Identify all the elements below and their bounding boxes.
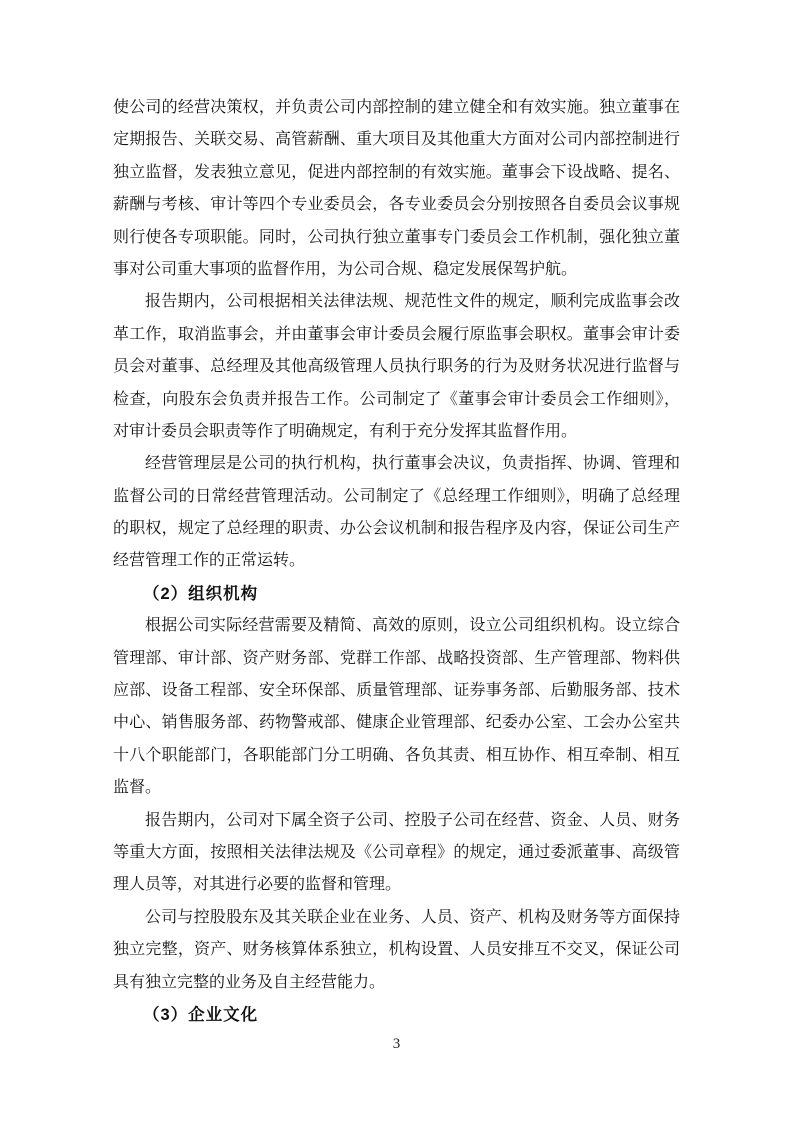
- text-line: 十八个职能部门，各职能部门分工明确、各负其责、相互协作、相互牵制、相互: [113, 746, 680, 764]
- section-heading: （3）企业文化: [143, 1005, 259, 1024]
- text-line: 员会对董事、总经理及其他高级管理人员执行职务的行为及财务状况进行监督与: [113, 358, 680, 376]
- text-line: 则行使各专项职能。同时，公司执行独立董事专门委员会工作机制，强化独立董: [113, 228, 680, 246]
- text-line: 报告期内，公司根据相关法律法规、规范性文件的规定，顺利完成监事会改: [145, 293, 680, 311]
- text-line: 检查，向股东会负责并报告工作。公司制定了《董事会审计委员会工作细则》，: [113, 390, 680, 408]
- text-line: 定期报告、关联交易、高管薪酬、重大项目及其他重大方面对公司内部控制进行: [113, 131, 680, 149]
- text-line: 经营管理工作的正常运转。: [113, 552, 306, 570]
- text-line: 独立监督，发表独立意见，促进内部控制的有效实施。董事会下设战略、提名、: [113, 163, 680, 181]
- page-number: 3: [392, 1036, 401, 1052]
- text-line: 对审计委员会职责等作了明确规定，有利于充分发挥其监督作用。: [113, 422, 578, 440]
- text-line: 等重大方面，按照相关法律法规及《公司章程》的规定，通过委派董事、高级管: [113, 843, 680, 861]
- text-line: 公司与控股股东及其关联企业在业务、人员、资产、机构及财务等方面保持: [145, 908, 680, 926]
- text-line: 根据公司实际经营需要及精简、高效的原则，设立公司组织机构。设立综合: [145, 617, 680, 635]
- text-line: 监督公司的日常经营管理活动。公司制定了《总经理工作细则》，明确了总经理: [113, 487, 680, 505]
- text-line: 使公司的经营决策权，并负责公司内部控制的建立健全和有效实施。独立董事在: [113, 99, 680, 116]
- text-line: 管理部、审计部、资产财务部、党群工作部、战略投资部、生产管理部、物料供: [113, 649, 680, 667]
- text-line: 报告期内，公司对下属全资子公司、控股子公司在经营、资金、人员、财务: [145, 811, 680, 829]
- text-line: 薪酬与考核、审计等四个专业委员会，各专业委员会分别按照各自委员会议事规: [113, 196, 680, 214]
- text-line: 中心、销售服务部、药物警戒部、健康企业管理部、纪委办公室、工会办公室共: [113, 714, 680, 732]
- section-heading: （2）组织机构: [143, 584, 259, 603]
- text-line: 经营管理层是公司的执行机构，执行董事会决议，负责指挥、协调、管理和: [145, 455, 680, 473]
- text-line: 应部、设备工程部、安全环保部、质量管理部、证券事务部、后勤服务部、技术: [113, 682, 680, 700]
- text-line: 独立完整，资产、财务核算体系独立，机构设置、人员安排互不交叉，保证公司: [113, 941, 680, 959]
- text-line: 革工作，取消监事会，并由董事会审计委员会履行原监事会职权。董事会审计委: [113, 325, 680, 343]
- text-line: 监督。: [113, 779, 162, 797]
- text-line: 理人员等，对其进行必要的监督和管理。: [113, 876, 402, 894]
- document-content: [113, 92, 680, 1031]
- text-line: 的职权，规定了总经理的职责、办公会议机制和报告程序及内容，保证公司生产: [113, 520, 680, 538]
- text-line: 具有独立完整的业务及自主经营能力。: [113, 973, 386, 991]
- text-line: 事对公司重大事项的监督作用，为公司合规、稳定发展保驾护航。: [113, 260, 578, 278]
